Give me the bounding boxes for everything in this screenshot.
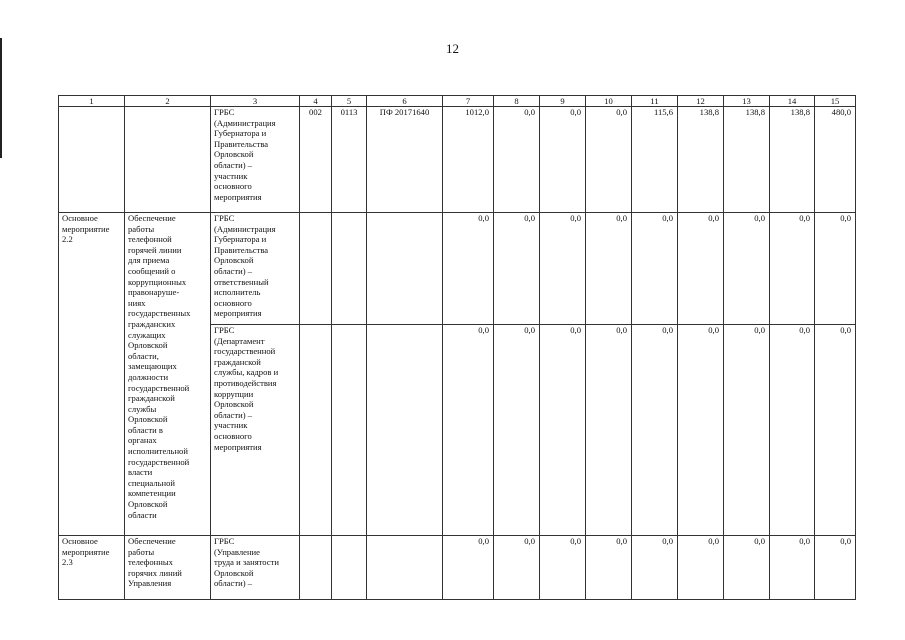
column-header: 10 (586, 96, 632, 107)
column-header: 15 (815, 96, 856, 107)
code-cell (332, 536, 367, 600)
budget-table (58, 95, 856, 600)
value-cell: 0,0 (815, 325, 856, 536)
column-header: 1 (59, 96, 125, 107)
value-cell: 0,0 (724, 536, 770, 600)
code-cell: 0113 (332, 107, 367, 213)
column-header: 13 (724, 96, 770, 107)
executor-cell: ГРБС (Администрация Губернатора и Правительства Орловской области) – участник основного мероприятия (211, 107, 300, 213)
value-cell: 0,0 (540, 536, 586, 600)
value-cell: 115,6 (632, 107, 678, 213)
column-header: 14 (770, 96, 815, 107)
code-cell (332, 213, 367, 325)
code-cell (332, 325, 367, 536)
event-name-cell: Обеспечение работы телефонных горячих линий Управления (125, 536, 211, 600)
page-number: 12 (446, 41, 459, 56)
column-header: 2 (125, 96, 211, 107)
event-name-cell (125, 107, 211, 213)
value-cell: 0,0 (815, 213, 856, 325)
event-number-cell: Основное мероприятие 2.3 (59, 536, 125, 600)
value-cell: 0,0 (586, 325, 632, 536)
value-cell: 0,0 (770, 536, 815, 600)
value-cell: 0,0 (724, 213, 770, 325)
value-cell: 0,0 (494, 213, 540, 325)
value-cell: 0,0 (443, 213, 494, 325)
column-header: 3 (211, 96, 300, 107)
value-cell: 0,0 (724, 325, 770, 536)
code-cell (367, 213, 443, 325)
table-row (59, 213, 856, 325)
value-cell: 0,0 (770, 213, 815, 325)
value-cell: 138,8 (724, 107, 770, 213)
value-cell: 0,0 (443, 325, 494, 536)
code-cell (300, 536, 332, 600)
value-cell: 0,0 (586, 536, 632, 600)
executor-cell: ГРБС (Департамент государственной гражданской службы, кадров и противодействия коррупции Орловской области) – участник основного мероприятия (211, 325, 300, 536)
value-cell: 0,0 (540, 325, 586, 536)
value-cell: 0,0 (586, 213, 632, 325)
value-cell: 0,0 (494, 107, 540, 213)
value-cell: 0,0 (540, 107, 586, 213)
value-cell: 0,0 (632, 325, 678, 536)
code-cell (367, 325, 443, 536)
value-cell: 0,0 (586, 107, 632, 213)
table-row (59, 536, 856, 600)
column-header: 8 (494, 96, 540, 107)
value-cell: 0,0 (540, 213, 586, 325)
event-number-cell (59, 107, 125, 213)
executor-cell: ГРБС (Управление труда и занятости Орловской области) – (211, 536, 300, 600)
value-cell: 0,0 (632, 536, 678, 600)
value-cell: 0,0 (632, 213, 678, 325)
column-header: 9 (540, 96, 586, 107)
value-cell: 0,0 (770, 325, 815, 536)
table-row (59, 107, 856, 213)
value-cell: 138,8 (770, 107, 815, 213)
code-cell (300, 213, 332, 325)
column-header: 11 (632, 96, 678, 107)
column-header: 12 (678, 96, 724, 107)
column-number-row (59, 96, 856, 107)
column-header: 5 (332, 96, 367, 107)
value-cell: 0,0 (815, 536, 856, 600)
value-cell: 0,0 (678, 213, 724, 325)
column-header: 7 (443, 96, 494, 107)
code-cell: 002 (300, 107, 332, 213)
code-cell (367, 536, 443, 600)
value-cell: 0,0 (678, 325, 724, 536)
code-cell: ПФ 20171640 (367, 107, 443, 213)
value-cell: 0,0 (443, 536, 494, 600)
value-cell: 0,0 (494, 536, 540, 600)
value-cell: 138,8 (678, 107, 724, 213)
event-name-cell: Обеспечение работы телефонной горячей линии для приема сообщений о коррупционных правонаруше- ниях государственных гражданских служащих Орловской области, замещающих должности государственной гражданской службы Орловской области в органах исполнительной государственной власти специальной компетенции Орловской области (125, 213, 211, 536)
column-header: 6 (367, 96, 443, 107)
value-cell: 480,0 (815, 107, 856, 213)
column-header: 4 (300, 96, 332, 107)
code-cell (300, 325, 332, 536)
value-cell: 0,0 (678, 536, 724, 600)
value-cell: 0,0 (494, 325, 540, 536)
event-number-cell: Основное мероприятие 2.2 (59, 213, 125, 536)
value-cell: 1012,0 (443, 107, 494, 213)
executor-cell: ГРБС (Администрация Губернатора и Правительства Орловской области) – ответственный исполнитель основного мероприятия (211, 213, 300, 325)
